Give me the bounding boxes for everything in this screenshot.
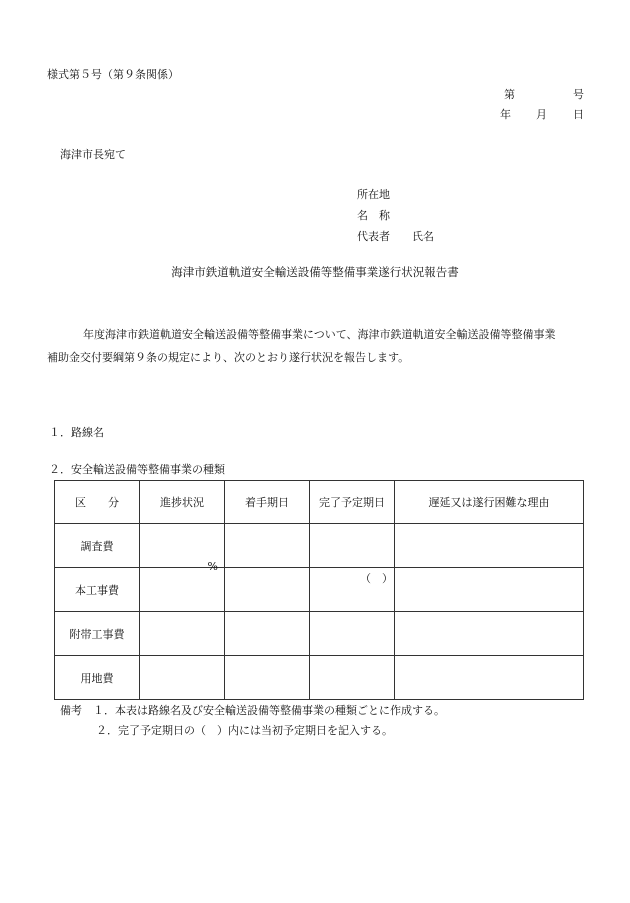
reason-cell[interactable]: [395, 568, 584, 612]
date-year: 年: [500, 108, 511, 121]
header-delay-reason: 遅延又は遂行困難な理由: [395, 481, 584, 524]
representative-label: 代表者 氏名: [357, 230, 434, 243]
table-row: [55, 612, 584, 656]
completion-date-cell[interactable]: [310, 524, 395, 585]
table-row: [55, 568, 584, 612]
table-header-row: [55, 481, 584, 524]
header-progress: 進捗状況: [140, 481, 225, 524]
remark-2: ２．完了予定期日の（ ）内には当初予定期日を記入する。: [96, 724, 393, 737]
reason-cell[interactable]: [395, 524, 584, 568]
progress-cell[interactable]: [140, 524, 225, 573]
table-row: [55, 524, 584, 568]
progress-cell[interactable]: [140, 612, 225, 656]
name-label: 名 称: [357, 209, 390, 222]
progress-cell[interactable]: [140, 656, 225, 700]
document-number-prefix: 第: [504, 88, 515, 101]
start-date-cell[interactable]: [225, 612, 310, 656]
reason-cell[interactable]: [395, 656, 584, 700]
address-label: 所在地: [357, 188, 390, 201]
section-route-name: １．路線名: [49, 426, 104, 439]
progress-table: [54, 480, 584, 700]
applicant-block: [357, 184, 434, 247]
table-row: [55, 656, 584, 700]
form-number: 様式第５号（第９条関係）: [47, 68, 179, 81]
date-month: 月: [536, 108, 547, 121]
remark-1: 備考 １．本表は路線名及び安全輸送設備等整備事業の種類ごとに作成する。: [60, 704, 445, 717]
reason-cell[interactable]: [395, 612, 584, 656]
start-date-cell[interactable]: [225, 656, 310, 700]
document-title: 海津市鉄道軌道安全輸送設備等整備事業遂行状況報告書: [171, 265, 459, 279]
header-category: 区 分: [55, 481, 140, 524]
remarks: [60, 701, 445, 741]
completion-date-cell[interactable]: [310, 612, 395, 656]
body-paragraph: [47, 323, 592, 369]
row-label: 調査費: [55, 524, 140, 568]
row-label: 本工事費: [55, 568, 140, 612]
addressee: 海津市長宛て: [60, 148, 126, 161]
completion-date-cell[interactable]: [310, 656, 395, 700]
document-number-suffix: 号: [573, 88, 584, 101]
header-start-date: 着手期日: [225, 481, 310, 524]
header-completion-date: 完了予定期日: [310, 481, 395, 524]
section-project-type: ２．安全輸送設備等整備事業の種類: [49, 463, 225, 476]
body-line-1: 年度海津市鉄道軌道安全輸送設備等整備事業について、海津市鉄道軌道安全輸送設備等整備事業: [83, 328, 556, 341]
row-label: 附帯工事費: [55, 612, 140, 656]
initial-date-parentheses: （ ）: [360, 571, 393, 585]
start-date-cell[interactable]: [225, 568, 310, 612]
progress-cell[interactable]: [140, 568, 225, 612]
date-day: 日: [573, 108, 584, 121]
body-line-2: 補助金交付要綱第９条の規定により、次のとおり遂行状況を報告します。: [47, 351, 410, 364]
row-label: 用地費: [55, 656, 140, 700]
percent-sign: %: [207, 559, 218, 573]
start-date-cell[interactable]: [225, 524, 310, 568]
